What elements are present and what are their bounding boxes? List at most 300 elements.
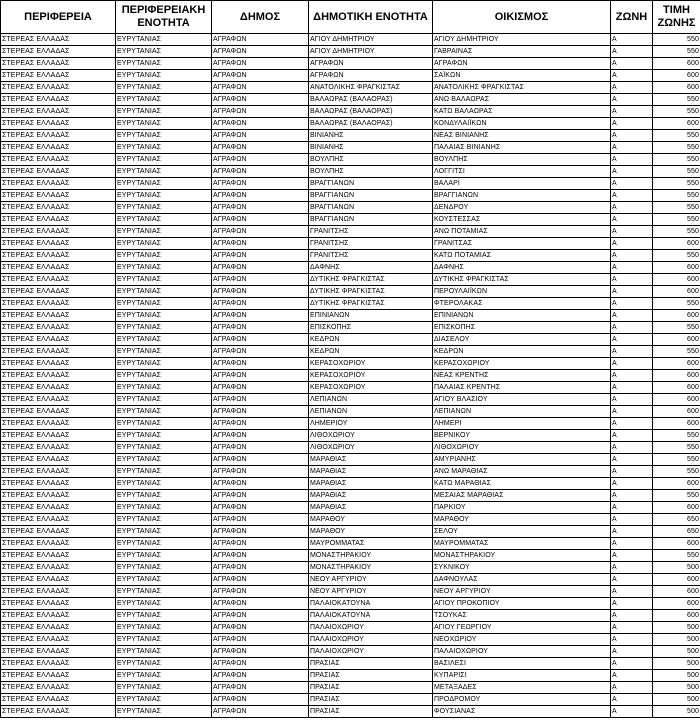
municipality-cell: ΑΓΡΑΦΩΝ [212,334,309,346]
settlement-cell: ΓΑΒΡΑΙΝΑΣ [433,46,611,58]
municipality-cell: ΑΓΡΑΦΩΝ [212,226,309,238]
zone-price-cell: 500 [653,622,700,634]
region-cell: ΣΤΕΡΕΑΣ ΕΛΛΑΔΑΣ [1,154,116,166]
settlement-cell: ΕΠΙΝΙΑΝΩΝ [433,310,611,322]
municipal-unit-cell: ΛΙΘΟΧΩΡΙΟΥ [309,442,433,454]
municipality-cell: ΑΓΡΑΦΩΝ [212,706,309,718]
zone-cell: Α [611,586,653,598]
regional-unit-cell: ΕΥΡΥΤΑΝΙΑΣ [116,610,212,622]
zone-cell: Α [611,250,653,262]
zone-price-cell: 600 [653,382,700,394]
table-row [1,634,700,646]
municipal-unit-cell: ΓΡΑΝΙΤΣΗΣ [309,226,433,238]
zone-price-cell: 550 [653,430,700,442]
regional-unit-cell: ΕΥΡΥΤΑΝΙΑΣ [116,526,212,538]
regional-unit-cell: ΕΥΡΥΤΑΝΙΑΣ [116,670,212,682]
zone-price-cell: 550 [653,466,700,478]
zone-price-cell: 500 [653,670,700,682]
zone-price-cell: 500 [653,646,700,658]
regional-unit-cell: ΕΥΡΥΤΑΝΙΑΣ [116,46,212,58]
table-row [1,142,700,154]
settlement-cell: ΝΕΑΣ ΒΙΝΙΑΝΗΣ [433,130,611,142]
table-body [1,34,700,718]
municipality-cell: ΑΓΡΑΦΩΝ [212,694,309,706]
settlement-cell: ΚΟΥΣΤΕΣΣΑΣ [433,214,611,226]
regional-unit-cell: ΕΥΡΥΤΑΝΙΑΣ [116,262,212,274]
municipal-unit-cell: ΑΓΡΑΦΩΝ [309,58,433,70]
zone-cell: Α [611,394,653,406]
zone-cell: Α [611,682,653,694]
region-cell: ΣΤΕΡΕΑΣ ΕΛΛΑΔΑΣ [1,238,116,250]
municipality-cell: ΑΓΡΑΦΩΝ [212,214,309,226]
table-row [1,298,700,310]
region-cell: ΣΤΕΡΕΑΣ ΕΛΛΑΔΑΣ [1,478,116,490]
region-cell: ΣΤΕΡΕΑΣ ΕΛΛΑΔΑΣ [1,226,116,238]
settlement-cell: ΤΣΟΥΚΑΣ [433,610,611,622]
settlement-cell: ΔΕΝΔΡΟΥ [433,202,611,214]
region-cell: ΣΤΕΡΕΑΣ ΕΛΛΑΔΑΣ [1,574,116,586]
region-cell: ΣΤΕΡΕΑΣ ΕΛΛΑΔΑΣ [1,682,116,694]
municipal-unit-cell: ΑΓΡΑΦΩΝ [309,70,433,82]
table-row [1,190,700,202]
municipal-unit-cell: ΜΟΝΑΣΤΗΡΑΚΙΟΥ [309,562,433,574]
table-row [1,586,700,598]
municipality-cell: ΑΓΡΑΦΩΝ [212,106,309,118]
zone-cell: Α [611,454,653,466]
municipality-cell: ΑΓΡΑΦΩΝ [212,298,309,310]
table-row [1,238,700,250]
municipal-unit-cell: ΜΑΡΑΘΟΥ [309,514,433,526]
zone-cell: Α [611,106,653,118]
regional-unit-cell: ΕΥΡΥΤΑΝΙΑΣ [116,34,212,46]
settlement-cell: ΠΑΡΚΙΟΥ [433,502,611,514]
region-cell: ΣΤΕΡΕΑΣ ΕΛΛΑΔΑΣ [1,322,116,334]
regional-unit-cell: ΕΥΡΥΤΑΝΙΑΣ [116,250,212,262]
regional-unit-cell: ΕΥΡΥΤΑΝΙΑΣ [116,310,212,322]
region-cell: ΣΤΕΡΕΑΣ ΕΛΛΑΔΑΣ [1,46,116,58]
municipal-unit-cell: ΒΑΛΑΩΡΑΣ (ΒΑΛΑΟΡΑΣ) [309,94,433,106]
zone-cell: Α [611,442,653,454]
zone-cell: Α [611,502,653,514]
municipal-unit-cell: ΜΑΡΑΘΙΑΣ [309,466,433,478]
regional-unit-cell: ΕΥΡΥΤΑΝΙΑΣ [116,646,212,658]
settlement-cell: ΚΑΤΩ ΜΑΡΑΘΙΑΣ [433,478,611,490]
settlement-cell: ΒΡΑΓΓΙΑΝΩΝ [433,190,611,202]
regional-unit-cell: ΕΥΡΥΤΑΝΙΑΣ [116,418,212,430]
municipality-cell: ΑΓΡΑΦΩΝ [212,478,309,490]
municipal-unit-cell: ΠΑΛΑΙΟΧΩΡΙΟΥ [309,634,433,646]
municipal-unit-cell: ΒΡΑΓΓΙΑΝΩΝ [309,178,433,190]
municipality-cell: ΑΓΡΑΦΩΝ [212,550,309,562]
settlement-cell: ΚΟΝΔΥΛΑΙΪΚΩΝ [433,118,611,130]
municipality-cell: ΑΓΡΑΦΩΝ [212,418,309,430]
zone-price-cell: 550 [653,454,700,466]
zone-cell: Α [611,190,653,202]
regional-unit-cell: ΕΥΡΥΤΑΝΙΑΣ [116,94,212,106]
settlement-cell: ΔΑΦΝΟΥΛΑΣ [433,574,611,586]
table-row [1,382,700,394]
municipal-unit-cell: ΒΡΑΓΓΙΑΝΩΝ [309,202,433,214]
regional-unit-cell: ΕΥΡΥΤΑΝΙΑΣ [116,70,212,82]
regional-unit-cell: ΕΥΡΥΤΑΝΙΑΣ [116,634,212,646]
table-row [1,670,700,682]
settlement-cell: ΒΟΥΛΠΗΣ [433,154,611,166]
settlement-cell: ΚΑΤΩ ΠΟΤΑΜΙΑΣ [433,250,611,262]
municipality-cell: ΑΓΡΑΦΩΝ [212,610,309,622]
table-row [1,478,700,490]
region-cell: ΣΤΕΡΕΑΣ ΕΛΛΑΔΑΣ [1,550,116,562]
table-row [1,250,700,262]
zone-price-cell: 550 [653,142,700,154]
zone-price-cell: 500 [653,682,700,694]
regional-unit-cell: ΕΥΡΥΤΑΝΙΑΣ [116,226,212,238]
settlement-cell: ΣΕΛΟΥ [433,526,611,538]
settlement-cell: ΝΕΑΣ ΚΡΕΝΤΗΣ [433,370,611,382]
table-row [1,394,700,406]
municipality-cell: ΑΓΡΑΦΩΝ [212,118,309,130]
table-row [1,370,700,382]
header-settlement: ΟΙΚΙΣΜΟΣ [433,1,611,34]
zone-cell: Α [611,262,653,274]
municipality-cell: ΑΓΡΑΦΩΝ [212,382,309,394]
settlement-cell: ΒΑΣΙΛΕΣΙ [433,658,611,670]
municipality-cell: ΑΓΡΑΦΩΝ [212,466,309,478]
table-row [1,646,700,658]
zone-cell: Α [611,406,653,418]
regional-unit-cell: ΕΥΡΥΤΑΝΙΑΣ [116,490,212,502]
region-cell: ΣΤΕΡΕΑΣ ΕΛΛΑΔΑΣ [1,286,116,298]
settlement-cell: ΠΑΛΑΙΑΣ ΚΡΕΝΤΗΣ [433,382,611,394]
zone-cell: Α [611,358,653,370]
municipal-unit-cell: ΠΑΛΑΙΟΧΩΡΙΟΥ [309,622,433,634]
municipal-unit-cell: ΠΡΑΣΙΑΣ [309,682,433,694]
municipality-cell: ΑΓΡΑΦΩΝ [212,34,309,46]
municipal-unit-cell: ΛΕΠΙΑΝΩΝ [309,394,433,406]
municipality-cell: ΑΓΡΑΦΩΝ [212,538,309,550]
municipality-cell: ΑΓΡΑΦΩΝ [212,514,309,526]
zone-cell: Α [611,130,653,142]
settlement-cell: ΛΗΜΕΡΙ [433,418,611,430]
zone-cell: Α [611,70,653,82]
settlement-cell: ΑΜΥΡΙΑΝΗΣ [433,454,611,466]
municipal-unit-cell: ΚΕΡΑΣΟΧΩΡΙΟΥ [309,358,433,370]
municipality-cell: ΑΓΡΑΦΩΝ [212,310,309,322]
table-row [1,322,700,334]
municipal-unit-cell: ΜΑΡΑΘΟΥ [309,526,433,538]
table-row [1,694,700,706]
municipal-unit-cell: ΝΕΟΥ ΑΡΓΥΡΙΟΥ [309,586,433,598]
zone-cell: Α [611,574,653,586]
zone-price-cell: 600 [653,538,700,550]
table-row [1,502,700,514]
municipality-cell: ΑΓΡΑΦΩΝ [212,586,309,598]
municipality-cell: ΑΓΡΑΦΩΝ [212,202,309,214]
table-row [1,466,700,478]
municipal-unit-cell: ΓΡΑΝΙΤΣΗΣ [309,250,433,262]
settlement-cell: ΣΑΪΚΩΝ [433,70,611,82]
table-row [1,538,700,550]
table-row [1,82,700,94]
region-cell: ΣΤΕΡΕΑΣ ΕΛΛΑΔΑΣ [1,250,116,262]
regional-unit-cell: ΕΥΡΥΤΑΝΙΑΣ [116,622,212,634]
zone-cell: Α [611,490,653,502]
settlement-cell: ΛΟΓΓΙΤΣΙ [433,166,611,178]
zone-cell: Α [611,382,653,394]
zone-cell: Α [611,82,653,94]
regional-unit-cell: ΕΥΡΥΤΑΝΙΑΣ [116,106,212,118]
municipality-cell: ΑΓΡΑΦΩΝ [212,442,309,454]
municipal-unit-cell: ΠΡΑΣΙΑΣ [309,694,433,706]
zone-price-cell: 550 [653,226,700,238]
settlement-cell: ΑΓΙΟΥ ΓΕΩΡΓΙΟΥ [433,622,611,634]
municipal-unit-cell: ΔΥΤΙΚΗΣ ΦΡΑΓΚΙΣΤΑΣ [309,298,433,310]
region-cell: ΣΤΕΡΕΑΣ ΕΛΛΑΔΑΣ [1,166,116,178]
zone-price-cell: 550 [653,130,700,142]
region-cell: ΣΤΕΡΕΑΣ ΕΛΛΑΔΑΣ [1,670,116,682]
regional-unit-cell: ΕΥΡΥΤΑΝΙΑΣ [116,82,212,94]
region-cell: ΣΤΕΡΕΑΣ ΕΛΛΑΔΑΣ [1,538,116,550]
table-row [1,106,700,118]
zone-price-cell: 550 [653,550,700,562]
municipality-cell: ΑΓΡΑΦΩΝ [212,370,309,382]
municipal-unit-cell: ΛΕΠΙΑΝΩΝ [309,406,433,418]
zone-price-cell: 550 [653,442,700,454]
municipality-cell: ΑΓΡΑΦΩΝ [212,598,309,610]
settlement-cell: ΑΓΙΟΥ ΠΡΟΚΟΠΙΟΥ [433,598,611,610]
region-cell: ΣΤΕΡΕΑΣ ΕΛΛΑΔΑΣ [1,514,116,526]
zone-cell: Α [611,118,653,130]
table-row [1,442,700,454]
settlement-cell: ΝΕΟΥ ΑΡΓΥΡΙΟΥ [433,586,611,598]
table-row [1,214,700,226]
zone-cell: Α [611,346,653,358]
zone-price-cell: 600 [653,82,700,94]
regional-unit-cell: ΕΥΡΥΤΑΝΙΑΣ [116,538,212,550]
municipality-cell: ΑΓΡΑΦΩΝ [212,94,309,106]
zone-price-cell: 600 [653,406,700,418]
municipal-unit-cell: ΓΡΑΝΙΤΣΗΣ [309,238,433,250]
municipal-unit-cell: ΒΟΥΛΠΗΣ [309,154,433,166]
regional-unit-cell: ΕΥΡΥΤΑΝΙΑΣ [116,154,212,166]
table-row [1,526,700,538]
municipal-unit-cell: ΠΡΑΣΙΑΣ [309,706,433,718]
table-row [1,286,700,298]
settlement-cell: ΜΟΝΑΣΤΗΡΑΚΙΟΥ [433,550,611,562]
zone-cell: Α [611,310,653,322]
municipality-cell: ΑΓΡΑΦΩΝ [212,490,309,502]
table-row [1,550,700,562]
region-cell: ΣΤΕΡΕΑΣ ΕΛΛΑΔΑΣ [1,394,116,406]
zone-price-cell: 600 [653,274,700,286]
regional-unit-cell: ΕΥΡΥΤΑΝΙΑΣ [116,598,212,610]
municipality-cell: ΑΓΡΑΦΩΝ [212,526,309,538]
header-zone-price: ΤΙΜΗ ΖΩΝΗΣ [653,1,700,34]
header-zone: ΖΩΝΗ [611,1,653,34]
table-row [1,118,700,130]
region-cell: ΣΤΕΡΕΑΣ ΕΛΛΑΔΑΣ [1,178,116,190]
regional-unit-cell: ΕΥΡΥΤΑΝΙΑΣ [116,550,212,562]
municipality-cell: ΑΓΡΑΦΩΝ [212,646,309,658]
region-cell: ΣΤΕΡΕΑΣ ΕΛΛΑΔΑΣ [1,466,116,478]
zone-price-cell: 550 [653,490,700,502]
municipality-cell: ΑΓΡΑΦΩΝ [212,682,309,694]
settlement-cell: ΦΤΕΡΟΛΑΚΑΣ [433,298,611,310]
table-row [1,202,700,214]
region-cell: ΣΤΕΡΕΑΣ ΕΛΛΑΔΑΣ [1,130,116,142]
zone-cell: Α [611,334,653,346]
settlement-cell: ΝΕΟΧΩΡΙΟΥ [433,634,611,646]
regional-unit-cell: ΕΥΡΥΤΑΝΙΑΣ [116,286,212,298]
settlement-cell: ΛΕΠΙΑΝΩΝ [433,406,611,418]
settlement-cell: ΛΙΘΟΧΩΡΙΟΥ [433,442,611,454]
settlement-cell: ΠΑΛΑΙΟΧΩΡΙΟΥ [433,646,611,658]
zone-price-cell: 550 [653,250,700,262]
settlement-cell: ΑΝΩ ΠΟΤΑΜΙΑΣ [433,226,611,238]
settlement-cell: ΚΥΠΑΡΙΣΙ [433,670,611,682]
zone-price-cell: 550 [653,106,700,118]
table-row [1,334,700,346]
zone-cell: Α [611,622,653,634]
zone-cell: Α [611,538,653,550]
settlement-cell: ΔΙΑΣΕΛΟΥ [433,334,611,346]
zone-price-cell: 550 [653,214,700,226]
region-cell: ΣΤΕΡΕΑΣ ΕΛΛΑΔΑΣ [1,454,116,466]
regional-unit-cell: ΕΥΡΥΤΑΝΙΑΣ [116,178,212,190]
region-cell: ΣΤΕΡΕΑΣ ΕΛΛΑΔΑΣ [1,70,116,82]
municipality-cell: ΑΓΡΑΦΩΝ [212,262,309,274]
regional-unit-cell: ΕΥΡΥΤΑΝΙΑΣ [116,694,212,706]
regional-unit-cell: ΕΥΡΥΤΑΝΙΑΣ [116,142,212,154]
zone-cell: Α [611,46,653,58]
table-row [1,418,700,430]
zone-price-cell: 550 [653,178,700,190]
table-row [1,166,700,178]
region-cell: ΣΤΕΡΕΑΣ ΕΛΛΑΔΑΣ [1,502,116,514]
regional-unit-cell: ΕΥΡΥΤΑΝΙΑΣ [116,586,212,598]
region-cell: ΣΤΕΡΕΑΣ ΕΛΛΑΔΑΣ [1,418,116,430]
municipality-cell: ΑΓΡΑΦΩΝ [212,658,309,670]
region-cell: ΣΤΕΡΕΑΣ ΕΛΛΑΔΑΣ [1,610,116,622]
municipality-cell: ΑΓΡΑΦΩΝ [212,130,309,142]
zone-cell: Α [611,598,653,610]
settlement-cell: ΔΥΤΙΚΗΣ ΦΡΑΓΚΙΣΤΑΣ [433,274,611,286]
regional-unit-cell: ΕΥΡΥΤΑΝΙΑΣ [116,202,212,214]
zone-cell: Α [611,526,653,538]
regional-unit-cell: ΕΥΡΥΤΑΝΙΑΣ [116,334,212,346]
table-row [1,46,700,58]
zone-cell: Α [611,550,653,562]
region-cell: ΣΤΕΡΕΑΣ ΕΛΛΑΔΑΣ [1,622,116,634]
municipality-cell: ΑΓΡΑΦΩΝ [212,562,309,574]
region-cell: ΣΤΕΡΕΑΣ ΕΛΛΑΔΑΣ [1,346,116,358]
table-row [1,514,700,526]
regional-unit-cell: ΕΥΡΥΤΑΝΙΑΣ [116,406,212,418]
table-row [1,178,700,190]
zone-price-cell: 500 [653,694,700,706]
zone-cell: Α [611,418,653,430]
table-row [1,430,700,442]
settlement-cell: ΕΠΙΣΚΟΠΗΣ [433,322,611,334]
zone-price-cell: 600 [653,394,700,406]
header-municipality: ΔΗΜΟΣ [212,1,309,34]
regional-unit-cell: ΕΥΡΥΤΑΝΙΑΣ [116,58,212,70]
table-row [1,70,700,82]
settlement-cell: ΑΓΡΑΦΩΝ [433,58,611,70]
municipality-cell: ΑΓΡΑΦΩΝ [212,670,309,682]
region-cell: ΣΤΕΡΕΑΣ ΕΛΛΑΔΑΣ [1,274,116,286]
region-cell: ΣΤΕΡΕΑΣ ΕΛΛΑΔΑΣ [1,34,116,46]
zone-price-cell: 550 [653,154,700,166]
zone-price-cell: 600 [653,418,700,430]
zone-cell: Α [611,466,653,478]
zone-price-cell: 600 [653,118,700,130]
municipality-cell: ΑΓΡΑΦΩΝ [212,250,309,262]
zone-price-cell: 600 [653,286,700,298]
municipality-cell: ΑΓΡΑΦΩΝ [212,394,309,406]
zone-cell: Α [611,670,653,682]
region-cell: ΣΤΕΡΕΑΣ ΕΛΛΑΔΑΣ [1,526,116,538]
zone-cell: Α [611,562,653,574]
zone-cell: Α [611,166,653,178]
municipal-unit-cell: ΑΓΙΟΥ ΔΗΜΗΤΡΙΟΥ [309,46,433,58]
municipality-cell: ΑΓΡΑΦΩΝ [212,46,309,58]
region-cell: ΣΤΕΡΕΑΣ ΕΛΛΑΔΑΣ [1,430,116,442]
regional-unit-cell: ΕΥΡΥΤΑΝΙΑΣ [116,358,212,370]
municipal-unit-cell: ΠΑΛΑΙΟΚΑΤΟΥΝΑ [309,610,433,622]
table-header-row [1,1,700,34]
table-row [1,454,700,466]
settlement-cell: ΠΑΛΑΙΑΣ ΒΙΝΙΑΝΗΣ [433,142,611,154]
zone-cell: Α [611,298,653,310]
municipal-unit-cell: ΠΑΛΑΙΟΚΑΤΟΥΝΑ [309,598,433,610]
zone-price-cell: 650 [653,514,700,526]
zone-price-cell: 550 [653,34,700,46]
region-cell: ΣΤΕΡΕΑΣ ΕΛΛΑΔΑΣ [1,706,116,718]
municipality-cell: ΑΓΡΑΦΩΝ [212,346,309,358]
region-cell: ΣΤΕΡΕΑΣ ΕΛΛΑΔΑΣ [1,118,116,130]
regional-unit-cell: ΕΥΡΥΤΑΝΙΑΣ [116,214,212,226]
zone-price-cell: 550 [653,202,700,214]
zone-price-cell: 550 [653,94,700,106]
zone-price-cell: 550 [653,190,700,202]
zone-price-cell: 550 [653,166,700,178]
municipal-unit-cell: ΛΗΜΕΡΙΟΥ [309,418,433,430]
table-row [1,226,700,238]
zone-price-cell: 600 [653,370,700,382]
table-row [1,58,700,70]
regional-unit-cell: ΕΥΡΥΤΑΝΙΑΣ [116,514,212,526]
municipality-cell: ΑΓΡΑΦΩΝ [212,274,309,286]
region-cell: ΣΤΕΡΕΑΣ ΕΛΛΑΔΑΣ [1,202,116,214]
regional-unit-cell: ΕΥΡΥΤΑΝΙΑΣ [116,274,212,286]
table-row [1,274,700,286]
municipal-unit-cell: ΜΟΝΑΣΤΗΡΑΚΙΟΥ [309,550,433,562]
municipal-unit-cell: ΚΕΔΡΩΝ [309,346,433,358]
municipal-unit-cell: ΕΠΙΣΚΟΠΗΣ [309,322,433,334]
table-row [1,34,700,46]
zone-price-cell: 600 [653,310,700,322]
regional-unit-cell: ΕΥΡΥΤΑΝΙΑΣ [116,562,212,574]
regional-unit-cell: ΕΥΡΥΤΑΝΙΑΣ [116,502,212,514]
table-row [1,562,700,574]
region-cell: ΣΤΕΡΕΑΣ ΕΛΛΑΔΑΣ [1,586,116,598]
region-cell: ΣΤΕΡΕΑΣ ΕΛΛΑΔΑΣ [1,358,116,370]
municipal-unit-cell: ΒΡΑΓΓΙΑΝΩΝ [309,190,433,202]
region-cell: ΣΤΕΡΕΑΣ ΕΛΛΑΔΑΣ [1,310,116,322]
region-cell: ΣΤΕΡΕΑΣ ΕΛΛΑΔΑΣ [1,646,116,658]
zone-price-cell: 550 [653,346,700,358]
regional-unit-cell: ΕΥΡΥΤΑΝΙΑΣ [116,454,212,466]
